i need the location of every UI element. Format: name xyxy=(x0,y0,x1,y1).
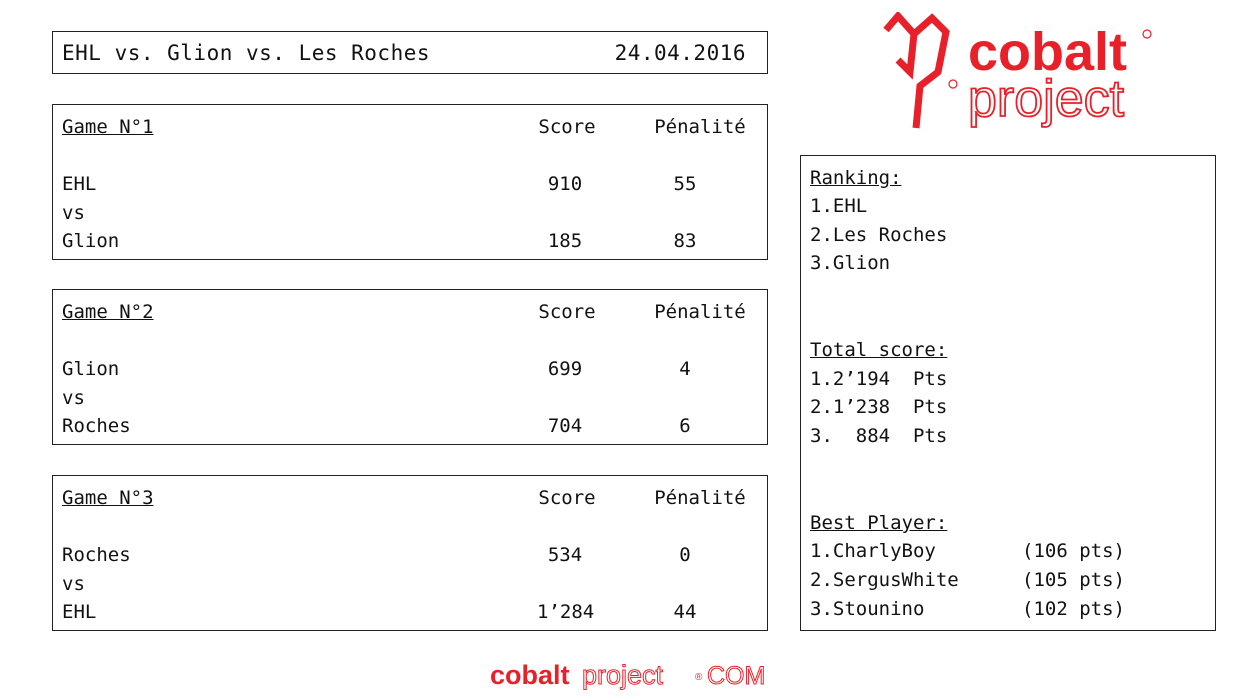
footer-tld: COM xyxy=(707,662,766,690)
logo-word-cobalt: cobalt xyxy=(968,22,1128,82)
team1-score: 699 xyxy=(547,358,583,380)
footer-registered: ® xyxy=(695,672,703,683)
ranking-title: Ranking: xyxy=(810,167,902,189)
logo-word-project: project xyxy=(968,70,1125,128)
cobalt-project-logo xyxy=(880,12,1160,132)
team2-name: Glion xyxy=(62,230,120,252)
game-title: Game N°1 xyxy=(62,116,154,138)
match-title: EHL vs. Glion vs. Les Roches xyxy=(62,41,431,65)
total-score-title: Total score: xyxy=(810,339,948,361)
penalty-header: Pénalité xyxy=(654,487,746,509)
team1-score: 910 xyxy=(547,173,583,195)
team1-penalty: 0 xyxy=(679,544,691,566)
footer-project: project xyxy=(582,660,664,690)
team1-name: EHL xyxy=(62,173,97,195)
team2-score: 185 xyxy=(547,230,583,252)
team2-penalty: 44 xyxy=(673,601,697,623)
best-player-name-3: 3.Stounino xyxy=(810,598,925,620)
game-card-1 xyxy=(52,104,768,260)
team1-score: 534 xyxy=(547,544,583,566)
team1-penalty: 4 xyxy=(679,358,691,380)
logo-emblem-left xyxy=(886,16,914,72)
vs-label: vs xyxy=(62,202,85,224)
footer-website xyxy=(490,658,770,690)
logo-emblem-right xyxy=(914,18,946,128)
best-player-pts-1: (106 pts) xyxy=(1022,540,1125,562)
registered-mark-icon xyxy=(949,80,957,88)
team1-name: Roches xyxy=(62,544,131,566)
team2-name: EHL xyxy=(62,601,97,623)
game-card-3 xyxy=(52,475,768,631)
results-panel xyxy=(800,155,1216,631)
team2-name: Roches xyxy=(62,415,131,437)
score-header: Score xyxy=(538,116,596,138)
team2-score: 704 xyxy=(547,415,583,437)
vs-label: vs xyxy=(62,573,85,595)
best-player-pts-3: (102 pts) xyxy=(1022,598,1125,620)
match-title-box xyxy=(52,31,768,74)
ranking-item-3: 3.Glion xyxy=(810,252,891,274)
score-header: Score xyxy=(538,301,596,323)
team2-penalty: 6 xyxy=(679,415,691,437)
total-score-item-2: 2.1’238 Pts xyxy=(810,396,948,418)
vs-label: vs xyxy=(62,387,85,409)
game-card-2 xyxy=(52,289,768,445)
penalty-header: Pénalité xyxy=(654,116,746,138)
team1-name: Glion xyxy=(62,358,120,380)
ranking-item-1: 1.EHL xyxy=(810,195,868,217)
registered-mark-icon xyxy=(1143,30,1151,38)
footer-brand: cobalt xyxy=(490,660,570,690)
score-header: Score xyxy=(538,487,596,509)
match-date: 24.04.2016 xyxy=(614,41,746,65)
total-score-item-1: 1.2’194 Pts xyxy=(810,368,948,390)
best-player-title: Best Player: xyxy=(810,512,948,534)
best-player-name-2: 2.SergusWhite xyxy=(810,569,959,591)
team2-penalty: 83 xyxy=(673,230,697,252)
game-title: Game N°2 xyxy=(62,301,154,323)
team2-score: 1’284 xyxy=(537,601,595,623)
ranking-item-2: 2.Les Roches xyxy=(810,224,948,246)
team1-penalty: 55 xyxy=(673,173,697,195)
best-player-pts-2: (105 pts) xyxy=(1022,569,1125,591)
game-title: Game N°3 xyxy=(62,487,154,509)
total-score-item-3: 3. 884 Pts xyxy=(810,425,948,447)
penalty-header: Pénalité xyxy=(654,301,746,323)
best-player-name-1: 1.CharlyBoy xyxy=(810,540,936,562)
